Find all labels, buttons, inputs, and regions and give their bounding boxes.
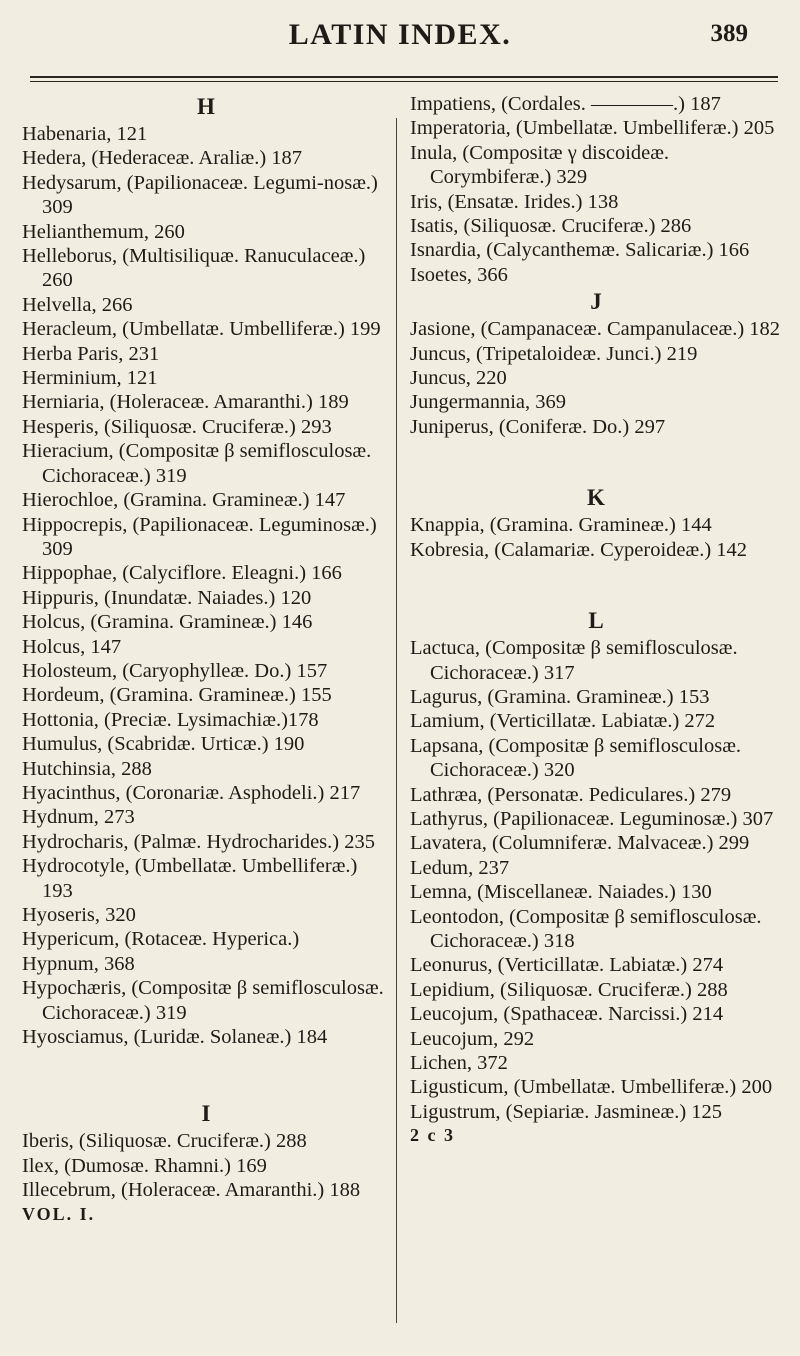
index-entry: Herniaria, (Holeraceæ. Amaranthi.) 189 xyxy=(22,391,349,414)
index-entry: Ligustrum, (Sepiariæ. Jasmineæ.) 125 xyxy=(410,1100,723,1123)
index-entry: Ilex, (Dumosæ. Rhamni.) 169 xyxy=(22,1154,267,1177)
index-entry: Ledum, 237 xyxy=(410,856,510,879)
left-column xyxy=(22,92,390,1225)
index-entry: Lagurus, (Gramina. Gramineæ.) 153 xyxy=(410,685,710,708)
running-head: LATIN INDEX. xyxy=(288,18,512,51)
index-entry: Imperatoria, (Umbellatæ. Umbelliferæ.) 205 xyxy=(410,117,775,140)
index-entry: Hippocrepis, (Papilionaceæ. Leguminosæ.) 309 xyxy=(22,513,377,560)
header-rule xyxy=(30,76,778,82)
index-entry: Hedera, (Hederaceæ. Araliæ.) 187 xyxy=(22,147,303,170)
index-entry: Herminium, 121 xyxy=(22,367,158,390)
index-entry: Ligusticum, (Umbellatæ. Umbelliferæ.) 200 xyxy=(410,1076,773,1099)
section-letter-i: I xyxy=(201,1101,211,1127)
index-entry: Knappia, (Gramina. Gramineæ.) 144 xyxy=(410,514,712,537)
index-entry: Hyoseris, 320 xyxy=(22,904,136,926)
index-entry: Hottonia, (Preciæ. Lysimachiæ.)178 xyxy=(22,708,319,731)
index-entry: Jungermannia, 369 xyxy=(410,391,566,414)
index-entry: Lathræa, (Personatæ. Pediculares.) 279 xyxy=(410,783,732,806)
entries-l xyxy=(410,636,782,1124)
index-entry: Inula, (Compositæ γ discoideæ. Corymbiferæ.) 329 xyxy=(410,141,670,189)
index-entry: Lichen, 372 xyxy=(410,1052,508,1074)
index-entry: Heracleum, (Umbellatæ. Umbelliferæ.) 199 xyxy=(22,318,381,341)
index-entry: Illecebrum, (Holeraceæ. Amaranthi.) 188 xyxy=(22,1179,361,1202)
index-entry: Hydrocharis, (Palmæ. Hydrocharides.) 235 xyxy=(22,830,375,853)
index-entry: Iris, (Ensatæ. Irides.) 138 xyxy=(410,190,619,213)
entries-i xyxy=(22,1129,390,1202)
section-letter-j: J xyxy=(590,289,602,315)
index-entry: Hippuris, (Inundatæ. Naiades.) 120 xyxy=(22,586,312,609)
index-entry: Isoetes, 366 xyxy=(410,263,508,286)
right-column xyxy=(410,92,782,1146)
index-entry: Helvella, 266 xyxy=(22,293,133,316)
index-entry: Hieracium, (Compositæ β semiflosculosæ. Cichoraceæ.) 319 xyxy=(22,440,372,487)
volume-signature: VOL. I. xyxy=(22,1203,96,1224)
index-entry: Isatis, (Siliquosæ. Cruciferæ.) 286 xyxy=(410,215,692,238)
index-entry: Kobresia, (Calamariæ. Cyperoideæ.) 142 xyxy=(410,538,748,561)
index-entry: Isnardia, (Calycanthemæ. Salicariæ.) 166 xyxy=(410,239,750,262)
section-letter-l: L xyxy=(588,608,604,634)
index-entry: Juncus, (Tripetaloideæ. Junci.) 219 xyxy=(410,342,698,365)
index-entry: Hordeum, (Gramina. Gramineæ.) 155 xyxy=(22,684,332,707)
index-entry: Jasione, (Campanaceæ. Campanulaceæ.) 182 xyxy=(410,318,781,341)
entries-h xyxy=(22,122,390,1049)
index-entry: Leucojum, 292 xyxy=(410,1027,535,1050)
index-entry: Hedysarum, (Papilionaceæ. Legumi-nosæ.) 309 xyxy=(22,171,378,219)
section-letter-k: K xyxy=(587,485,605,511)
entries-j xyxy=(410,317,782,439)
index-entry: Herba Paris, 231 xyxy=(22,342,160,365)
index-entry: Holosteum, (Caryophylleæ. Do.) 157 xyxy=(22,659,328,682)
index-entry: Leucojum, (Spathaceæ. Narcissi.) 214 xyxy=(410,1003,724,1026)
entries-i-continued xyxy=(410,92,782,287)
index-entry: Juncus, 220 xyxy=(410,367,507,390)
index-entry: Leonurus, (Verticillatæ. Labiatæ.) 274 xyxy=(410,954,724,977)
index-entry: Juniperus, (Coniferæ. Do.) 297 xyxy=(410,415,666,438)
index-entry: Hydnum, 273 xyxy=(22,806,135,829)
index-entry: Lapsana, (Compositæ β semiflosculosæ. Cichoraceæ.) 320 xyxy=(410,734,742,782)
index-entry: Hippophae, (Calyciflore. Eleagni.) 166 xyxy=(22,562,342,585)
index-entry: Lepidium, (Siliquosæ. Cruciferæ.) 288 xyxy=(410,978,728,1001)
index-entry: Lactuca, (Compositæ β semiflosculosæ. Cichoraceæ.) 317 xyxy=(410,637,738,684)
index-entry: Humulus, (Scabridæ. Urticæ.) 190 xyxy=(22,733,305,756)
index-entry: Hypericum, (Rotaceæ. Hyperica.) xyxy=(22,928,300,951)
index-entry: Helianthemum, 260 xyxy=(22,220,185,243)
index-entry: Holcus, 147 xyxy=(22,635,122,658)
index-entry: Iberis, (Siliquosæ. Cruciferæ.) 288 xyxy=(22,1130,307,1153)
index-entry: Lathyrus, (Papilionaceæ. Leguminosæ.) 307 xyxy=(410,807,774,830)
index-entry: Hyacinthus, (Coronariæ. Asphodeli.) 217 xyxy=(22,781,361,804)
index-entry: Hydrocotyle, (Umbellatæ. Umbelliferæ.) 193 xyxy=(22,855,358,902)
index-entry: Habenaria, 121 xyxy=(22,123,148,145)
index-entry: Hypnum, 368 xyxy=(22,952,135,975)
index-entry: Hypochæris, (Compositæ β semiflosculosæ. Cichoraceæ.) 319 xyxy=(22,977,384,1024)
column-divider xyxy=(396,118,397,1323)
entries-k xyxy=(410,513,782,562)
page-number: 389 xyxy=(710,20,748,47)
index-entry: Hutchinsia, 288 xyxy=(22,757,152,780)
index-entry: Holcus, (Gramina. Gramineæ.) 146 xyxy=(22,611,313,634)
index-entry: Impatiens, (Cordales. ————.) 187 xyxy=(410,93,721,115)
index-entry: Leontodon, (Compositæ β semiflosculosæ. Cichoraceæ.) 318 xyxy=(410,905,762,952)
sheet-signature: 2 c 3 xyxy=(410,1125,455,1146)
index-entry: Hesperis, (Siliquosæ. Cruciferæ.) 293 xyxy=(22,415,332,438)
page-header xyxy=(0,0,800,92)
index-entry: Helleborus, (Multisiliquæ. Ranuculaceæ.) 260 xyxy=(22,245,366,292)
index-entry: Lemna, (Miscellaneæ. Naiades.) 130 xyxy=(410,881,712,904)
index-entry: Hierochloe, (Gramina. Gramineæ.) 147 xyxy=(22,489,346,512)
index-entry: Lavatera, (Columniferæ. Malvaceæ.) 299 xyxy=(410,832,750,855)
section-letter-h: H xyxy=(197,94,215,119)
index-entry: Lamium, (Verticillatæ. Labiatæ.) 272 xyxy=(410,710,716,733)
index-entry: Hyosciamus, (Luridæ. Solaneæ.) 184 xyxy=(22,1026,328,1049)
